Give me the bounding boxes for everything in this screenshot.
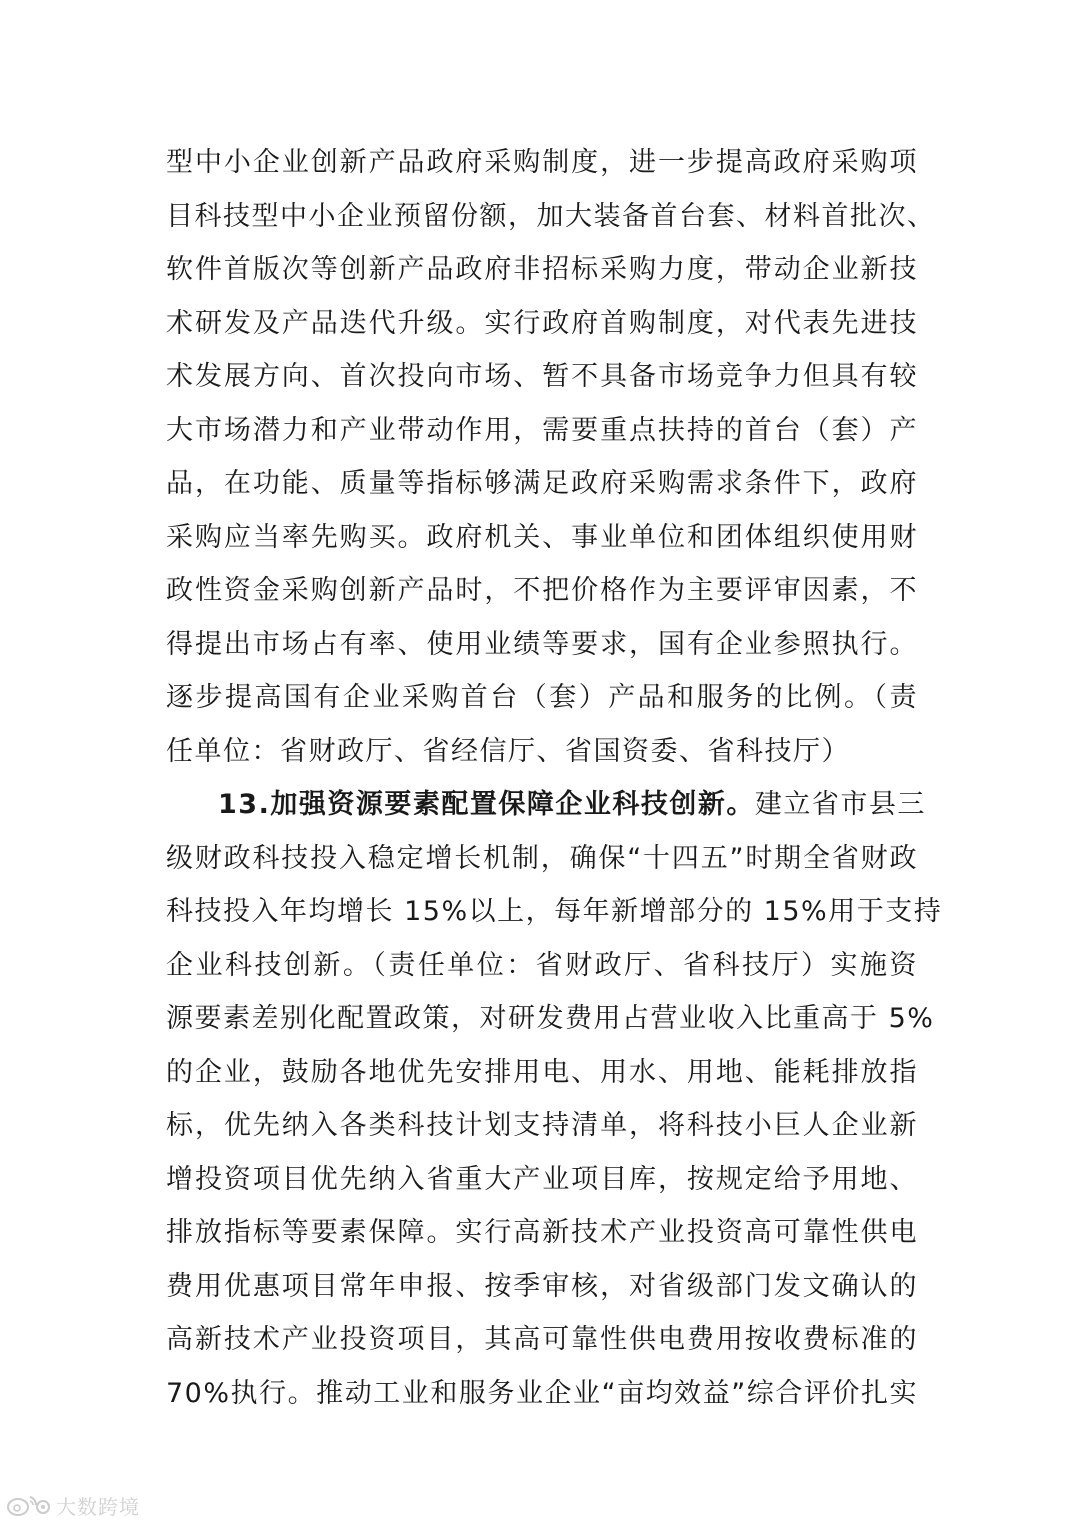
text-line: 企业科技创新。（责任单位：省财政厅、省科技厅）实施资 [166, 949, 918, 981]
text-line: 增投资项目优先纳入省重大产业项目库，按规定给予用地、 [166, 1163, 918, 1195]
watermark-text: 大数跨境 [56, 1494, 140, 1519]
document-body [166, 136, 943, 1420]
text-line: 得提出市场占有率、使用业绩等要求，国有企业参照执行。 [166, 628, 918, 660]
text-line: 的企业，鼓励各地优先安排用电、用水、用地、能耗排放指 [166, 1056, 918, 1088]
text-line: 高新技术产业投资项目，其高可靠性供电费用按收费标准的 [166, 1324, 918, 1355]
section-13-first-line [166, 778, 926, 832]
section-13 [166, 778, 943, 1420]
text-line: 采购应当率先购买。政府机关、事业单位和团体组织使用财 [166, 521, 918, 553]
text-line: 术研发及产品迭代升级。实行政府首购制度，对代表先进技 [166, 307, 918, 339]
text-line: 型中小企业创新产品政府采购制度，进一步提高政府采购项 [166, 147, 918, 178]
watermark [6, 1490, 140, 1520]
text-line: 目科技型中小企业预留份额，加大装备首台套、材料首批次、 [166, 200, 936, 232]
text-line: 品，在功能、质量等指标够满足政府采购需求条件下，政府 [166, 468, 918, 499]
section-13-heading: 13.加强资源要素配置保障企业科技创新。 [218, 789, 755, 820]
text-line: 政性资金采购创新产品时，不把价格作为主要评审因素，不 [166, 575, 918, 606]
text-line: 科技投入年均增长 15%以上，每年新增部分的 15%用于支持 [166, 896, 943, 927]
section-13-first-line-text: 建立省市县三 [754, 789, 926, 820]
text-line: 标，优先纳入各类科技计划支持清单，将科技小巨人企业新 [166, 1110, 918, 1141]
text-line: 排放指标等要素保障。实行高新技术产业投资高可靠性供电 [166, 1217, 918, 1248]
text-line: 源要素差别化配置政策，对研发费用占营业收入比重高于 5% [166, 1003, 935, 1034]
text-line: 大市场潜力和产业带动作用，需要重点扶持的首台（套）产 [166, 414, 918, 446]
text-line: 术发展方向、首次投向市场、暂不具备市场竞争力但具有较 [166, 361, 918, 392]
weibo-logo-icon [6, 1493, 52, 1517]
paragraph-procurement [166, 136, 936, 778]
text-line: 软件首版次等创新产品政府非招标采购力度，带动企业新技 [166, 254, 918, 285]
text-line: 任单位：省财政厅、省经信厅、省国资委、省科技厅） [166, 735, 850, 767]
text-line: 费用优惠项目常年申报、按季审核，对省级部门发文确认的 [166, 1270, 918, 1302]
text-line: 70%执行。推动工业和服务业企业“亩均效益”综合评价扎实 [166, 1377, 918, 1409]
text-line: 级财政科技投入稳定增长机制，确保“十四五”时期全省财政 [166, 842, 918, 874]
text-line: 逐步提高国有企业采购首台（套）产品和服务的比例。（责 [166, 682, 918, 713]
